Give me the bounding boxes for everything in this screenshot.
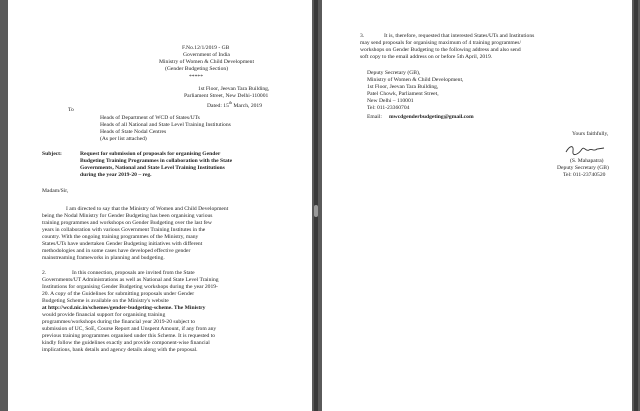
scrollbar-thumb[interactable] xyxy=(314,205,318,217)
paragraph-line: being the Nodal Ministry for Gender Budgeting has been organising various xyxy=(42,213,213,219)
paragraph-line: country. With the ongoing training programmes of the Ministry, many xyxy=(42,234,199,240)
signer-title: Deputy Secretary (GB) xyxy=(557,165,609,171)
recipient-line: Heads of all National and State Level Training Institutions xyxy=(100,122,231,128)
recipient-line: (As per list attached) xyxy=(100,136,147,142)
paragraph-line: training programmes and workshops on Gender Budgeting over the last few xyxy=(42,220,212,226)
recipient-line: Heads of Department of WCD of States/UTs xyxy=(100,115,200,121)
email-link[interactable]: mwcdgenderbudgeting@gmail.com xyxy=(389,114,474,120)
paragraph-line: submission of UC, SoE, Course Report and Unspent Amount, if any from any xyxy=(42,326,217,332)
address-line-2: Parliament Street, New Delhi-110001 xyxy=(184,93,269,99)
subject-line: Budgeting Training Programmes in collaboration with the State xyxy=(80,158,233,164)
paragraph-line: kindly follow the guidelines exactly and provide component-wise financial xyxy=(42,340,210,346)
document-page-2 xyxy=(322,0,632,411)
paragraph-number: 2. xyxy=(42,270,47,276)
paragraph-line: implications, bank details and agency details along with the proposal. xyxy=(42,347,198,353)
paragraph-line: Budgeting Scheme is available on the Ministry's website xyxy=(42,298,169,304)
paragraph-line: Governments/UT Administrations as well as National and State Level Training xyxy=(42,277,219,283)
separator-stars: ***** xyxy=(189,74,203,80)
recipient-line: Heads of State Nodal Centres xyxy=(100,129,167,135)
paragraph-line: soft copy to the email address on or before 5th April, 2019. xyxy=(360,54,493,60)
paragraph-number: 3. xyxy=(360,33,365,39)
signer-name: (S. Mahapatra) xyxy=(570,158,604,164)
subject-label: Subject: xyxy=(42,151,62,157)
contact-line: Deputy Secretary (GB), xyxy=(367,70,421,76)
paragraph-line: would provide financial support for organising training xyxy=(42,312,166,318)
subject-line: during the year 2019-20 – reg. xyxy=(80,172,152,178)
subject-line: Request for submission of proposals for organising Gender xyxy=(80,151,221,157)
closing-text: Yours faithfully, xyxy=(572,131,609,137)
contact-line: Patel Chowk, Parliament Street, xyxy=(367,91,439,97)
section-heading: (Gender Budgeting Section) xyxy=(165,66,229,72)
paragraph-line: It is, therefore, requested that interested States/UTs and Institutions xyxy=(384,33,535,39)
signature-image xyxy=(564,143,608,157)
page-scrollbar[interactable] xyxy=(314,0,318,411)
paragraph-line: workshops on Gender Budgeting to the following address and also send xyxy=(360,47,521,53)
paragraph-line: programmes/workshops during the financial year 2019-20 subject to xyxy=(42,319,196,325)
paragraph-line: methodologies and in some cases have developed effective gender xyxy=(42,248,191,254)
contact-line: Ministry of Women & Child Development, xyxy=(367,77,464,83)
contact-line: Tel: 011-23360704 xyxy=(367,105,410,111)
right-scrollbar[interactable] xyxy=(634,0,638,411)
paragraph-line: previous training programmes organised under this Scheme. It is requested to xyxy=(42,333,216,339)
guidelines-link-line[interactable]: at http://wcd.nic.in/schemes/gender-budgeting-scheme. The Ministry xyxy=(42,305,206,311)
paragraph-line: years in collaboration with various Government Training Institutes in the xyxy=(42,227,206,233)
reference-number: F.No.12/1/2019 - GB xyxy=(182,45,230,51)
letter-date: Dated: 15th March, 2019 xyxy=(207,100,263,109)
paragraph-line: In this connection, proposals are invited from the State xyxy=(72,270,195,276)
salutation: Madam/Sir, xyxy=(42,188,69,194)
signer-telephone: Tel: 011-23740520 xyxy=(563,172,606,178)
subject-line: Governments, National and State Level Training Institutions xyxy=(80,165,225,171)
to-label: To xyxy=(68,107,74,113)
paragraph-line: mainstreaming frameworks in planning and budgeting. xyxy=(42,255,165,261)
contact-line: New Delhi – 110001 xyxy=(367,98,414,104)
address-line-1: 1st Floor, Jeevan Tara Building, xyxy=(198,86,270,92)
paragraph-line: I am directed to say that the Ministry of Women and Child Development xyxy=(66,206,229,212)
paragraph-line: may send proposals for organising maximum of 4 training programmes/ xyxy=(360,40,522,46)
paragraph-line: States/UTs have undertaken Gender Budgeting initiatives with different xyxy=(42,241,203,247)
document-page-1 xyxy=(8,0,312,411)
government-heading: Government of India xyxy=(183,52,230,58)
contact-line: 1st Floor, Jeevan Tara Building, xyxy=(367,84,439,90)
paragraph-line: 20. A copy of the Guidelines for submitting proposals under Gender xyxy=(42,291,195,297)
paragraph-line: Institutions for organising Gender Budgeting workshops during the year 2019- xyxy=(42,284,218,290)
ministry-heading: Ministry of Women & Child Development xyxy=(159,59,254,65)
email-label: Email: xyxy=(367,114,382,120)
